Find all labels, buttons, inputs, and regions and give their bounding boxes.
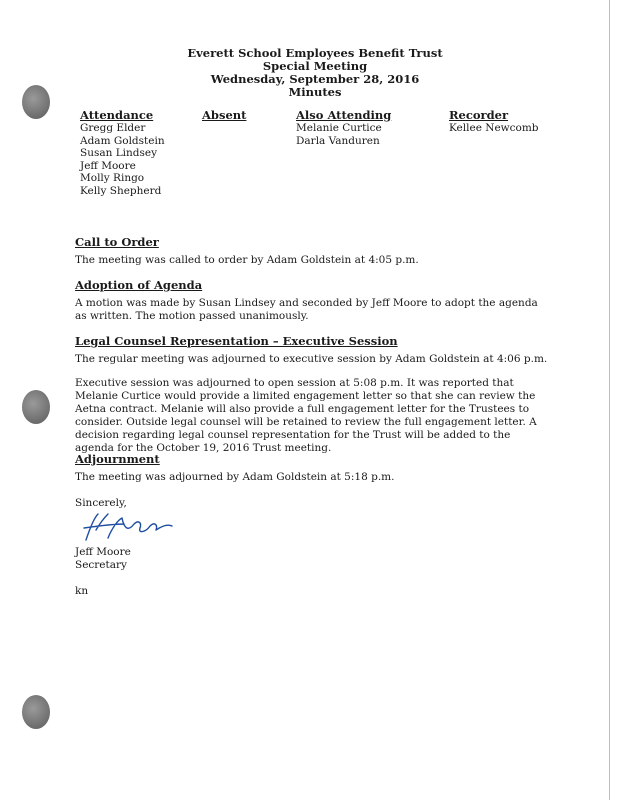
adjournment-heading: Adjournment — [75, 452, 160, 466]
meeting-type: Special Meeting — [262, 59, 368, 73]
call-to-order-heading: Call to Order — [75, 235, 159, 249]
doc-type: Minutes — [288, 85, 342, 99]
page-edge — [609, 0, 610, 800]
signer-title: Secretary — [75, 559, 127, 571]
attendee-name: Jeff Moore — [80, 159, 136, 172]
attendee-name: Susan Lindsey — [80, 147, 158, 160]
salutation: Sincerely, — [75, 497, 127, 509]
adoption-heading: Adoption of Agenda — [75, 278, 203, 292]
punch-hole-top — [22, 85, 50, 119]
absent-heading: Absent — [202, 108, 247, 122]
legal-counsel-heading: Legal Counsel Representation – Executive Session — [75, 334, 398, 348]
legal-counsel-text-1: The regular meeting was adjourned to executive session by Adam Goldstein at 4:06 p.m. — [75, 353, 548, 365]
attendance-column — [80, 109, 165, 198]
also-attending-heading: Also Attending — [296, 108, 392, 122]
attendance-heading: Attendance — [80, 108, 154, 122]
attendee-name: Molly Ringo — [80, 172, 145, 185]
recorder-column — [449, 109, 539, 135]
recorder-name: Kellee Newcomb — [449, 122, 539, 134]
handwritten-signature — [78, 510, 178, 546]
adoption-section — [75, 279, 550, 323]
attendee-name: Adam Goldstein — [80, 134, 165, 147]
also-attending-column — [296, 109, 391, 147]
signer-name: Jeff Moore — [75, 546, 131, 558]
recorder-heading: Recorder — [449, 108, 509, 122]
call-to-order-text: The meeting was called to order by Adam Goldstein at 4:05 p.m. — [75, 254, 419, 266]
adjournment-text: The meeting was adjourned by Adam Goldstein at 5:18 p.m. — [75, 471, 395, 483]
meeting-date: Wednesday, September 28, 2016 — [210, 72, 420, 86]
document-header — [150, 47, 480, 99]
legal-counsel-section — [75, 335, 550, 455]
adjournment-section — [75, 453, 550, 484]
absent-column — [202, 109, 246, 122]
legal-counsel-text-2: Executive session was adjourned to open session at 5:08 p.m. It was reported that Melanie Curtice would provide a limited engagement letter so that she can review the Aetna contract. Melanie will also provide a full engagement letter for the Trustees to consider. Outside legal counsel will be retained to review the full engagement letter. A decision regarding legal counsel representation for the Trust will be added to the agenda for the October 19, 2016 Trust meeting. — [75, 377, 537, 454]
attendee-name: Kelly Shepherd — [80, 184, 162, 197]
punch-hole-bottom — [22, 695, 50, 729]
punch-hole-middle — [22, 390, 50, 424]
guest-name: Melanie Curtice — [296, 122, 382, 134]
signer-block — [75, 546, 550, 572]
attendee-name: Gregg Elder — [80, 122, 146, 134]
call-to-order-section — [75, 236, 550, 267]
adoption-text: A motion was made by Susan Lindsey and seconded by Jeff Moore to adopt the agenda as written. The motion passed unanimously. — [75, 297, 538, 322]
org-name: Everett School Employees Benefit Trust — [187, 46, 443, 60]
typist-initials: kn — [75, 585, 89, 597]
guest-name: Darla Vanduren — [296, 134, 380, 147]
